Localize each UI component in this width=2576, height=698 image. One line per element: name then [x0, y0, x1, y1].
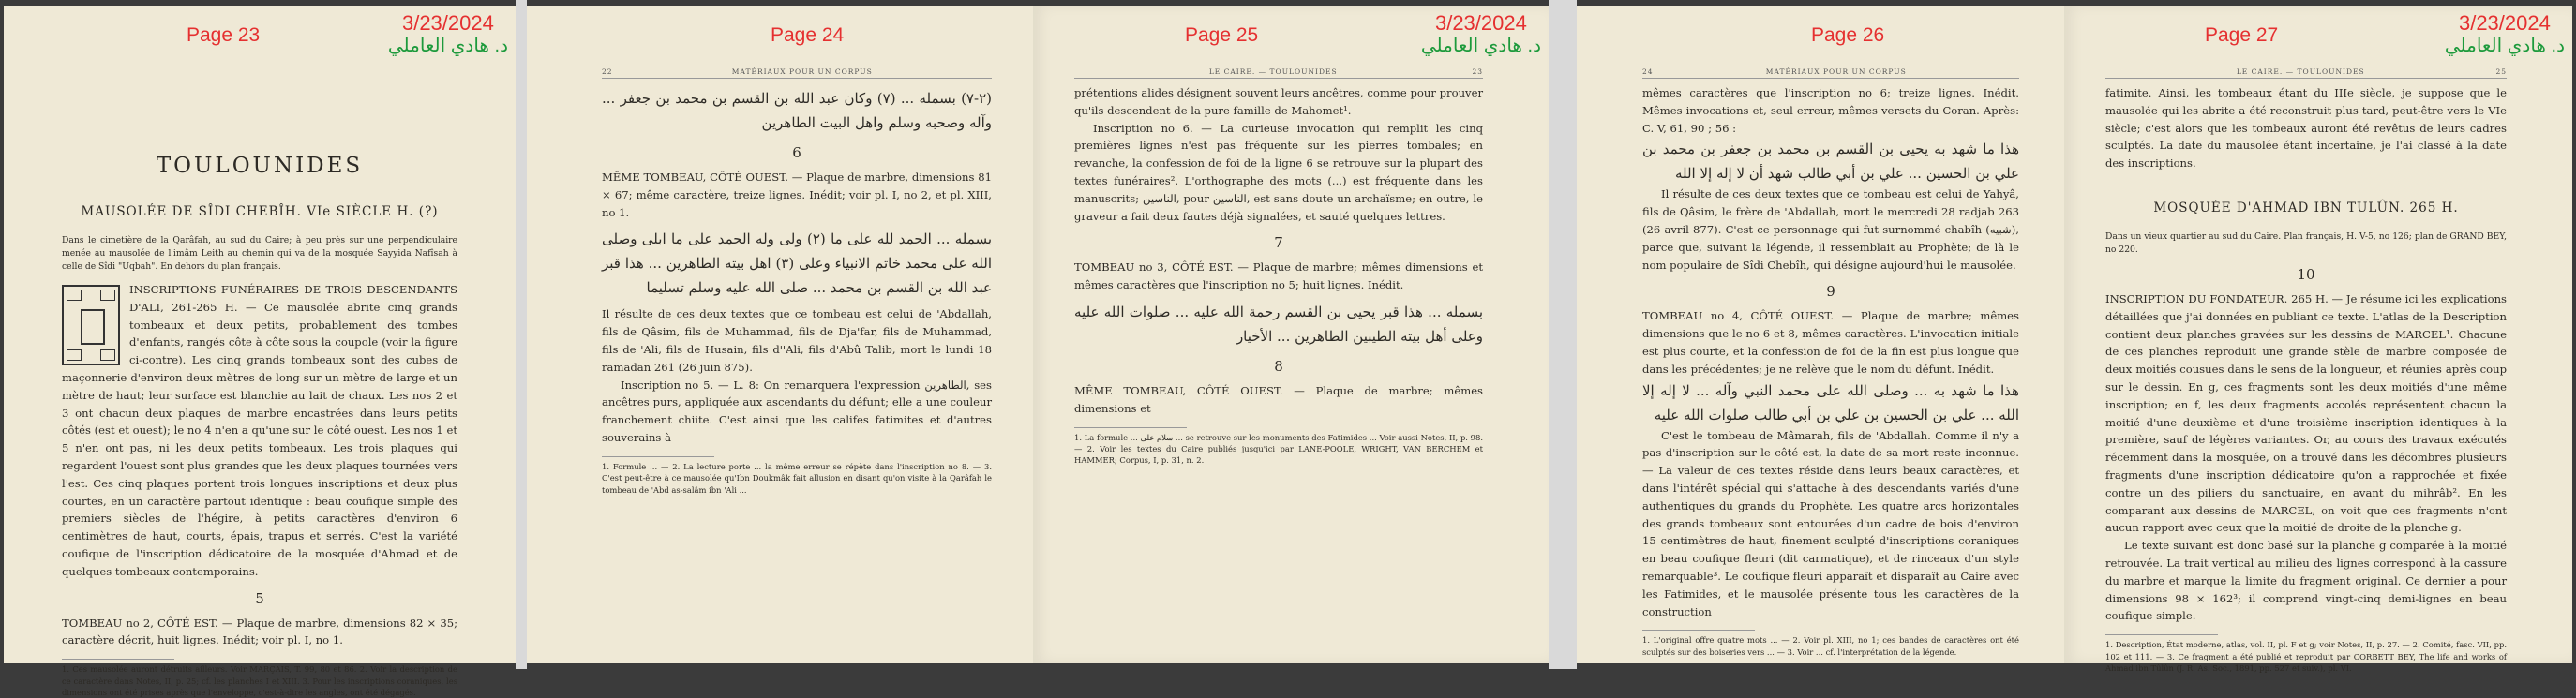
date-stamp [2445, 11, 2565, 57]
annotation-date: 3/23/2024 [2458, 11, 2551, 35]
page-number-label: Page 25 [1185, 24, 1259, 46]
page-24 [527, 6, 1033, 663]
folio-number: 24 [1642, 67, 1654, 76]
intro-text: Dans le cimetière de la Qarâfah, au sud du Caire; à peu près sur une perpendiculaire menée au mausolée de l'imâm Leith au chemin qui va de la mosquée Sayyida Nafîsah à celle de Sîdi "Uqbah". En dehors du plan français. [62, 235, 457, 272]
body-paragraph: TOMBEAU no 3, CÔTÉ EST. — Plaque de marbre; mêmes dimensions et mêmes caractères que l'inscription no 5; huit lignes. Inédit. [1074, 260, 1483, 292]
running-head [1642, 67, 2019, 79]
running-title: MATÉRIAUX POUR UN CORPUS [731, 67, 873, 76]
page-number-label: Page 24 [771, 24, 845, 46]
body-paragraph: Il résulte de ces deux textes que ce tombeau est celui de Yahyâ, fils de Qâsim, le frère de 'Abdallah, mort le mercredi 28 radjab 263 (26 avril 877). C'est ce personnage qui fut surnommé chabîh (شبيه), parce que, suivant la légende, il ressemblait au Prophète; de là le nom populaire de Sîdi Chebîh, qui désigne aujourd'hui le mausolée. [1642, 187, 2019, 272]
page-25 [1033, 6, 1549, 663]
page-number-label: Page 23 [187, 24, 261, 46]
footnote-rule [602, 456, 714, 457]
section-heading: MAUSOLÉE DE SÎDI CHEBÎH. VIe SIÈCLE H. (?) [81, 204, 439, 219]
date-stamp [388, 11, 508, 57]
footnotes: 1. L'original offre quatre mots ... — 2. Voir pl. XIII, no 1; ces bandes de caractères ont été sculptés sur des boiseries vers ... — 3. Voir ... cf. l'interprétation de la légende. [1642, 635, 2019, 657]
body-paragraph: mêmes caractères que l'inscription no 6; treize lignes. Inédit. Mêmes invocations et, seul erreur, mêmes versets du Coran. Après: C. V, 61, 90 ; 56 : [1642, 86, 2019, 135]
page-27 [2064, 6, 2572, 673]
spread-gap-1 [516, 0, 527, 669]
tomb-plan-figure [62, 285, 120, 365]
running-title: LE CAIRE. — TOULOUNIDES [2236, 67, 2365, 76]
body-paragraph: MÊME TOMBEAU, CÔTÉ OUEST. — Plaque de marbre; mêmes dimensions et [1074, 383, 1483, 415]
body-paragraph: prétentions alides désignent souvent leurs ancêtres, comme pour prouver qu'ils descendent de la pure famille de Mahomet¹. [1074, 86, 1483, 117]
footnote-rule [2105, 634, 2218, 635]
inscription-number: 8 [1274, 357, 1283, 375]
arabic-inscription: هذا ما شهد به ... وصلى الله على محمد النبي وآله ... لا إله إلا الله ... علي بن الحسين بن علي بن أبي طالب صلوات الله عليه [1642, 381, 2019, 423]
page-26 [1577, 6, 2064, 663]
running-head [2105, 67, 2507, 79]
annotation-author: د. هادي العاملي [387, 36, 508, 56]
footnote-rule [1642, 630, 1755, 631]
body-paragraph: Le texte suivant est donc basé sur la planche g comparée à la moitié retrouvée. La trait vertical au milieu des lignes correspond à la cassure du marbre et marque la limite du fragment original. Ce dernier a pour dimensions 98 × 162³; il comprend vingt-cinq demi-lignes en beau coufique simple. [2105, 539, 2507, 623]
body-paragraph: Il résulte de ces deux textes que ce tombeau est celui de 'Abdallah, fils de Qâsim, fils de Muhammad, fils de Dja'far, fils de Muhammad, fils de 'Ali, fils de Husain, fils d''Ali, fils d'Abû Talib, mort le lundi 18 ramadan 261 (26 juin 875). [602, 307, 992, 374]
body-paragraph: INSCRIPTION DU FONDATEUR. 265 H. — Je résume ici les explications détaillées que j'ai données en publiant ce texte. L'atlas de la Description contient deux planches gravées sur les dessins de MARCEL¹. Chacune de ces planches reproduit une grande stèle de marbre composée de deux moitiés cousues dans le sens de la longueur, et réunies après coup sur le dessin. En g, ces fragments sont les deux moitiés d'une même inscription; en f, les deux fragments accolés représentent chacun la moitié d'une deuxième et d'une troisième inscription identiques à la première, sauf de légères variantes. Or, au cours des travaux exécutés récemment dans la mosquée, on a trouvé dans les décombres plusieurs fragments d'une inscription dédicatoire qu'on a rapprochée et fixée contre un des piliers du sanctuaire, en avant du mihrâb². En les comparant aux dessins de MARCEL, on voit que ces fragments n'ont aucun rapport avec ceux que la moitié de droite de la planche g. [2105, 291, 2507, 535]
body-paragraph: TOMBEAU no 2, CÔTÉ EST. — Plaque de marbre, dimensions 82 × 35; caractère décrit, huit lignes. Inédit; voir pl. I, no 1. [62, 616, 457, 647]
footnote-rule [62, 659, 174, 660]
date-stamp [1421, 11, 1541, 57]
folio-number: 22 [602, 67, 613, 76]
chapter-title: TOULOUNIDES [156, 154, 364, 178]
annotation-date: 3/23/2024 [1434, 11, 1527, 35]
footnote-rule [1074, 427, 1187, 428]
intro-text: Dans un vieux quartier au sud du Caire. Plan français, H. V-5, no 126; plan de GRAND BEY, no 220. [2105, 230, 2507, 255]
inscription-number: 5 [255, 589, 264, 607]
footnotes: 1. Description, État moderne, atlas, vol. II, pl. F et g; voir Notes, II, p. 27. — 2. Comité, fasc. VII, pp. 102 et 111. — 3. Ce fragment a été publié et reproduit par CORBETT BEY, The life and works of Ahmad ibn Tûlûn (J. R. As. Soc., 1891, pp. 527 et suiv.), pl. VI. [2105, 640, 2507, 673]
running-head [1074, 67, 1483, 79]
footnotes: 1. La formule ... سلام على ... se retrouve sur les monuments des Fatimides ... Voir aussi Notes, II, p. 98. — 2. Voir les textes du Caire publiés jusqu'ici par LANE-POOLE, WRIGHT, VAN BERCHEM et HAMMER; Corpus, I, p. 31, n. 2. [1074, 432, 1483, 466]
body-paragraph: TOMBEAU no 4, CÔTÉ OUEST. — Plaque de marbre; mêmes dimensions que le no 6 et 8, mêmes caractères. L'invocation initiale est plus courte, et la confession de foi de la fin est plus longue que dans les précédentes; je ne relève que le nom du défunt. Inédit. [1642, 309, 2019, 376]
inscription-number: 7 [1274, 234, 1283, 252]
inscription-number: 9 [1826, 283, 1835, 301]
annotation-author: د. هادي العاملي [2444, 36, 2565, 56]
body-paragraph: Inscription no 5. — L. 8: On remarquera l'expression الطاهرين, ses ancêtres purs, appliquée aux ascendants du défunt; elle a une couleur franchement chiite. C'est ainsi que les califes fatimites et d'autres souverains à [602, 378, 992, 444]
arabic-inscription: هذا ما شهد به يحيى بن القسم بن محمد بن جعفر بن محمد بن علي بن الحسين ... علي بن أبي طالب شهد أن لا إله إلا الله [1642, 141, 2019, 183]
arabic-inscription: (٢-٧) بسمله ... (٧) وكان عبد الله بن القسم بن محمد بن جعفر ... وآله وصحبه وسلم واهل البيت الطاهرين [602, 90, 992, 131]
running-head [602, 67, 992, 79]
spread-gap-2 [1549, 0, 1577, 669]
inscription-number: 6 [792, 144, 801, 161]
footnotes: 1. Ces mausolée auront détruits ailleurs. Voir MARÇAIS, T. 99, 80 et 86. 2. Voir la description de ce caractère dans Notes, II, p. 25; cf. les planches I et XIII. 3. Pour les inscriptions coraniques, les dimensions ont été prises après que l'enveloppe, c'est-à-dire les angles, ont été dégagés. [62, 664, 457, 697]
running-title: MATÉRIAUX POUR UN CORPUS [1765, 67, 1907, 76]
arabic-inscription: بسمله ... هذا قبر يحيى بن القسم رحمة الله عليه ... صلوات الله عليه وعلى أهل بيته الطيبين الطاهرين ... الأخيار [1074, 303, 1483, 345]
body-paragraph: Inscription no 6. — La curieuse invocation qui remplit les cinq premières lignes n'est pas fréquente sur les pierres tombales; en revanche, la confession de foi de la ligne 6 se retrouve sur la plupart des textes funéraires². L'orthographe des mots (...) est fréquente dans les manuscrits; الناسين, pour الناسين, est sans doute un archaïsme; en outre, le graveur a fait deux fautes déjà signalées, et sauté quelques lettres. [1074, 121, 1484, 223]
section-heading: MOSQUÉE D'AHMAD IBN TULÛN. 265 H. [2153, 200, 2459, 215]
body-paragraph: C'est le tombeau de Mâmarah, fils de 'Abdallah. Comme il n'y a pas d'inscription sur le côté est, la date de sa mort reste inconnue. — La valeur de ces textes réside dans leurs beaux caractères, et dans l'intérêt spécial qui s'attache à des descendants variés d'une authentiques du grands du Prophète. Les quatre arcs horizontales des grands tombeaux sont entourées d'un cadre de bois d'environ 15 centimètres de haut, finement sculpté d'inscriptions coraniques en beau coufique fleuri (dit carmatique), et de rinceaux d'un style remarquable³. Le coufique fleuri apparaît et disparaît au Caire avec les Fatimides, et le mausolée présente tous les caractères de la construction [1642, 428, 2019, 618]
inscription-number: 10 [2297, 265, 2315, 283]
page-23 [4, 6, 516, 697]
body-paragraph: MÊME TOMBEAU, CÔTÉ OUEST. — Plaque de marbre, dimensions 81 × 67; même caractère, treize lignes. Inédit; voir pl. I, no 2, et pl. XIII, no 1. [602, 171, 992, 219]
annotation-author: د. هادي العاملي [1420, 36, 1541, 56]
footnotes: 1. Formule ... — 2. La lecture porte ... la même erreur se répète dans l'inscription no 8. — 3. C'est peut-être à ce mausolée qu'Ibn Doukmâk fait allusion en disant qu'on visite à la Qarâfah le tombeau de 'Abd as-salâm ibn 'Ali ... [602, 461, 992, 495]
annotation-date: 3/23/2024 [401, 11, 494, 35]
arabic-inscription: بسمله ... الحمد لله على ما (٢) ولى وله الحمد على ما ابلى وصلى الله على محمد خاتم الانبياء وعلى (٣) اهل بيته الطاهرين ... هذا قبر عبد الله بن القسم بن محمد ... صلى الله عليه وسلم تسليما [602, 230, 992, 297]
page-number-label: Page 26 [1811, 24, 1885, 46]
body-paragraph: fatimite. Ainsi, les tombeaux étant du IIIe siècle, je suppose que le mausolée qui les abrite a été reconstruit plus tard, peut-être vers le VIe siècle; c'est alors que les tombeaux auront été revêtus de leurs cadres sculptés. La date du mausolée étant incertaine, je l'ai classé à la date des inscriptions. [2105, 86, 2507, 171]
page-number-label: Page 27 [2205, 24, 2279, 46]
folio-number: 25 [2495, 67, 2507, 76]
running-title: LE CAIRE. — TOULOUNIDES [1208, 67, 1338, 76]
folio-number: 23 [1472, 67, 1483, 76]
body-paragraph: INSCRIPTIONS FUNÉRAIRES DE TROIS DESCENDANTS D'ALI, 261-265 H. — Ce mausolée abrite cinq grands tombeaux et deux petits, probablement des tombes d'enfants, rangés côte à côte sous la coupole (voir la figure ci-contre). Les cinq grands tombeaux sont des cubes de maçonnerie d'environ deux mètres de long sur un mètre de large et un mètre de haut; leur surface est blanchie au lait de chaux. Les nos 2 et 3 ont chacun deux plaques de marbre encastrées dans leurs petits côtés (est et ouest); le no 4 n'en a qu'une sur le côté ouest. Les nos 1 et 5 n'en ont pas, ni les deux petits tombeaux. Les trois plaques qui regardent l'ouest sont plus grandes que les deux plaques tournées vers l'est. Ces cinq plaques portent trois longues inscriptions et deux plus courtes, en un caractère partout identique : beau coufique simple des premiers siècles de l'hégire, à petits caractères d'environ 6 centimètres de haut, courts, épais, trapus et serrés. C'est la variété coufique de l'inscription dédicatoire de la mosquée d'Ahmad et de quelques tombeaux contemporains. [62, 283, 457, 578]
